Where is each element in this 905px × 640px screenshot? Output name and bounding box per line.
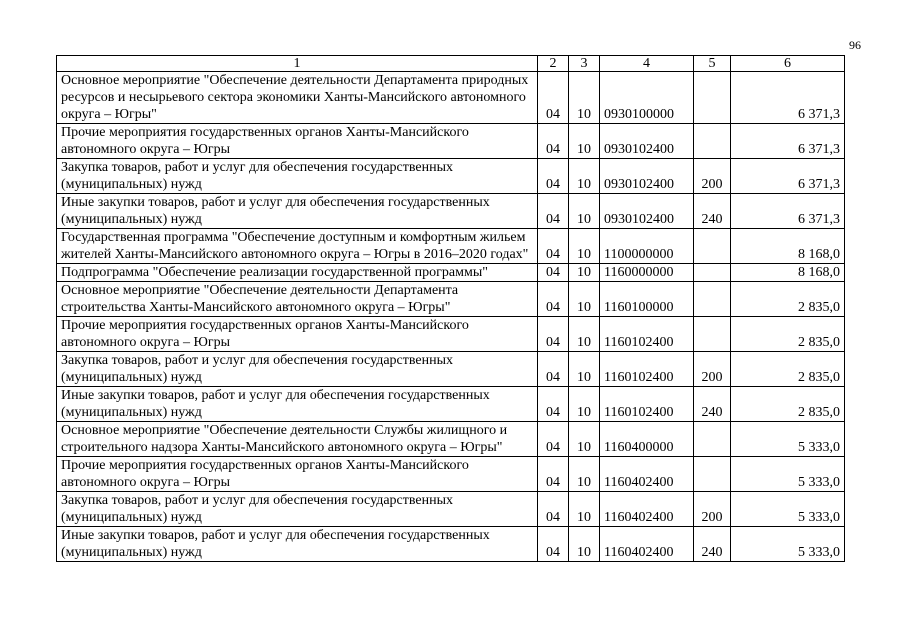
header-row: [57, 56, 845, 72]
row-name-cell: Иные закупки товаров, работ и услуг для обеспечения государственных (муниципальных) нужд: [57, 527, 538, 562]
row-code-cell: 1160102400: [600, 387, 694, 422]
table-row: [57, 159, 845, 194]
table-row: [57, 264, 845, 282]
row-code-cell: 1160102400: [600, 317, 694, 352]
table-row: [57, 492, 845, 527]
row-name-cell: Закупка товаров, работ и услуг для обеспечения государственных (муниципальных) нужд: [57, 492, 538, 527]
row-col-2-cell: 04: [538, 229, 569, 264]
row-amount-cell: 6 371,3: [731, 159, 845, 194]
row-col-2-cell: 04: [538, 194, 569, 229]
row-col-2-cell: 04: [538, 317, 569, 352]
row-name-cell: Иные закупки товаров, работ и услуг для обеспечения государственных (муниципальных) нужд: [57, 194, 538, 229]
header-col-2: 2: [538, 56, 569, 72]
row-amount-cell: 6 371,3: [731, 124, 845, 159]
row-col-3-cell: 10: [569, 492, 600, 527]
row-col-3-cell: 10: [569, 457, 600, 492]
row-col-5-cell: [694, 124, 731, 159]
row-name-cell: Прочие мероприятия государственных органов Ханты-Мансийского автономного округа – Югры: [57, 317, 538, 352]
row-amount-cell: 2 835,0: [731, 352, 845, 387]
row-col-5-cell: [694, 264, 731, 282]
table-row: [57, 527, 845, 562]
header-col-3: 3: [569, 56, 600, 72]
table-row: [57, 457, 845, 492]
row-col-5-cell: 200: [694, 159, 731, 194]
row-col-2-cell: 04: [538, 352, 569, 387]
row-name-cell: Основное мероприятие "Обеспечение деятельности Службы жилищного и строительного надзора Ханты-Мансийского автономного округа – Югры": [57, 422, 538, 457]
row-amount-cell: 8 168,0: [731, 264, 845, 282]
budget-table: [56, 55, 845, 562]
row-name-cell: Государственная программа "Обеспечение доступным и комфортным жильем жителей Ханты-Мансийского автономного округа – Югры в 2016–2020 годах": [57, 229, 538, 264]
row-col-2-cell: 04: [538, 264, 569, 282]
row-amount-cell: 5 333,0: [731, 457, 845, 492]
row-code-cell: 1160400000: [600, 422, 694, 457]
header-col-1: 1: [57, 56, 538, 72]
row-code-cell: 1160402400: [600, 492, 694, 527]
table-row: [57, 229, 845, 264]
row-col-2-cell: 04: [538, 387, 569, 422]
row-name-cell: Прочие мероприятия государственных органов Ханты-Мансийского автономного округа – Югры: [57, 124, 538, 159]
row-amount-cell: 2 835,0: [731, 317, 845, 352]
row-col-3-cell: 10: [569, 124, 600, 159]
row-code-cell: 1160000000: [600, 264, 694, 282]
row-col-3-cell: 10: [569, 229, 600, 264]
row-code-cell: 0930100000: [600, 72, 694, 124]
row-col-3-cell: 10: [569, 264, 600, 282]
row-name-cell: Иные закупки товаров, работ и услуг для обеспечения государственных (муниципальных) нужд: [57, 387, 538, 422]
row-amount-cell: 2 835,0: [731, 387, 845, 422]
row-col-3-cell: 10: [569, 352, 600, 387]
table-header: [57, 56, 845, 72]
header-col-4: 4: [600, 56, 694, 72]
row-code-cell: 1160402400: [600, 527, 694, 562]
row-col-2-cell: 04: [538, 124, 569, 159]
row-col-5-cell: [694, 457, 731, 492]
row-col-5-cell: [694, 422, 731, 457]
table-row: [57, 317, 845, 352]
row-col-3-cell: 10: [569, 159, 600, 194]
row-amount-cell: 5 333,0: [731, 492, 845, 527]
row-col-5-cell: [694, 317, 731, 352]
row-col-5-cell: [694, 229, 731, 264]
header-col-5: 5: [694, 56, 731, 72]
table-row: [57, 352, 845, 387]
row-col-2-cell: 04: [538, 282, 569, 317]
row-name-cell: Закупка товаров, работ и услуг для обеспечения государственных (муниципальных) нужд: [57, 352, 538, 387]
row-col-2-cell: 04: [538, 159, 569, 194]
row-name-cell: Подпрограмма "Обеспечение реализации государственной программы": [57, 264, 538, 282]
row-col-3-cell: 10: [569, 194, 600, 229]
row-col-5-cell: 240: [694, 387, 731, 422]
header-col-6: 6: [731, 56, 845, 72]
table-row: [57, 72, 845, 124]
row-col-3-cell: 10: [569, 527, 600, 562]
row-col-5-cell: 240: [694, 194, 731, 229]
row-amount-cell: 5 333,0: [731, 527, 845, 562]
row-col-3-cell: 10: [569, 317, 600, 352]
row-amount-cell: 5 333,0: [731, 422, 845, 457]
table-body: [57, 72, 845, 562]
row-col-3-cell: 10: [569, 72, 600, 124]
row-col-5-cell: [694, 282, 731, 317]
row-code-cell: 1160100000: [600, 282, 694, 317]
row-name-cell: Прочие мероприятия государственных органов Ханты-Мансийского автономного округа – Югры: [57, 457, 538, 492]
table-row: [57, 124, 845, 159]
row-name-cell: Основное мероприятие "Обеспечение деятельности Департамента природных ресурсов и несырьевого сектора экономики Ханты-Мансийского автономного округа – Югры": [57, 72, 538, 124]
row-col-2-cell: 04: [538, 422, 569, 457]
row-amount-cell: 6 371,3: [731, 194, 845, 229]
row-code-cell: 1160402400: [600, 457, 694, 492]
row-col-3-cell: 10: [569, 387, 600, 422]
row-amount-cell: 6 371,3: [731, 72, 845, 124]
row-col-5-cell: [694, 72, 731, 124]
page-number: 96: [849, 38, 861, 52]
row-col-5-cell: 240: [694, 527, 731, 562]
row-col-5-cell: 200: [694, 492, 731, 527]
row-code-cell: 0930102400: [600, 194, 694, 229]
row-code-cell: 1160102400: [600, 352, 694, 387]
row-col-3-cell: 10: [569, 282, 600, 317]
table-row: [57, 387, 845, 422]
row-col-2-cell: 04: [538, 527, 569, 562]
row-col-2-cell: 04: [538, 72, 569, 124]
row-amount-cell: 8 168,0: [731, 229, 845, 264]
table-row: [57, 422, 845, 457]
row-col-5-cell: 200: [694, 352, 731, 387]
row-col-2-cell: 04: [538, 492, 569, 527]
row-code-cell: 0930102400: [600, 159, 694, 194]
row-name-cell: Закупка товаров, работ и услуг для обеспечения государственных (муниципальных) нужд: [57, 159, 538, 194]
row-col-3-cell: 10: [569, 422, 600, 457]
row-name-cell: Основное мероприятие "Обеспечение деятельности Департамента строительства Ханты-Мансийского автономного округа – Югры": [57, 282, 538, 317]
table-row: [57, 282, 845, 317]
row-col-2-cell: 04: [538, 457, 569, 492]
row-code-cell: 1100000000: [600, 229, 694, 264]
table-row: [57, 194, 845, 229]
row-amount-cell: 2 835,0: [731, 282, 845, 317]
row-code-cell: 0930102400: [600, 124, 694, 159]
